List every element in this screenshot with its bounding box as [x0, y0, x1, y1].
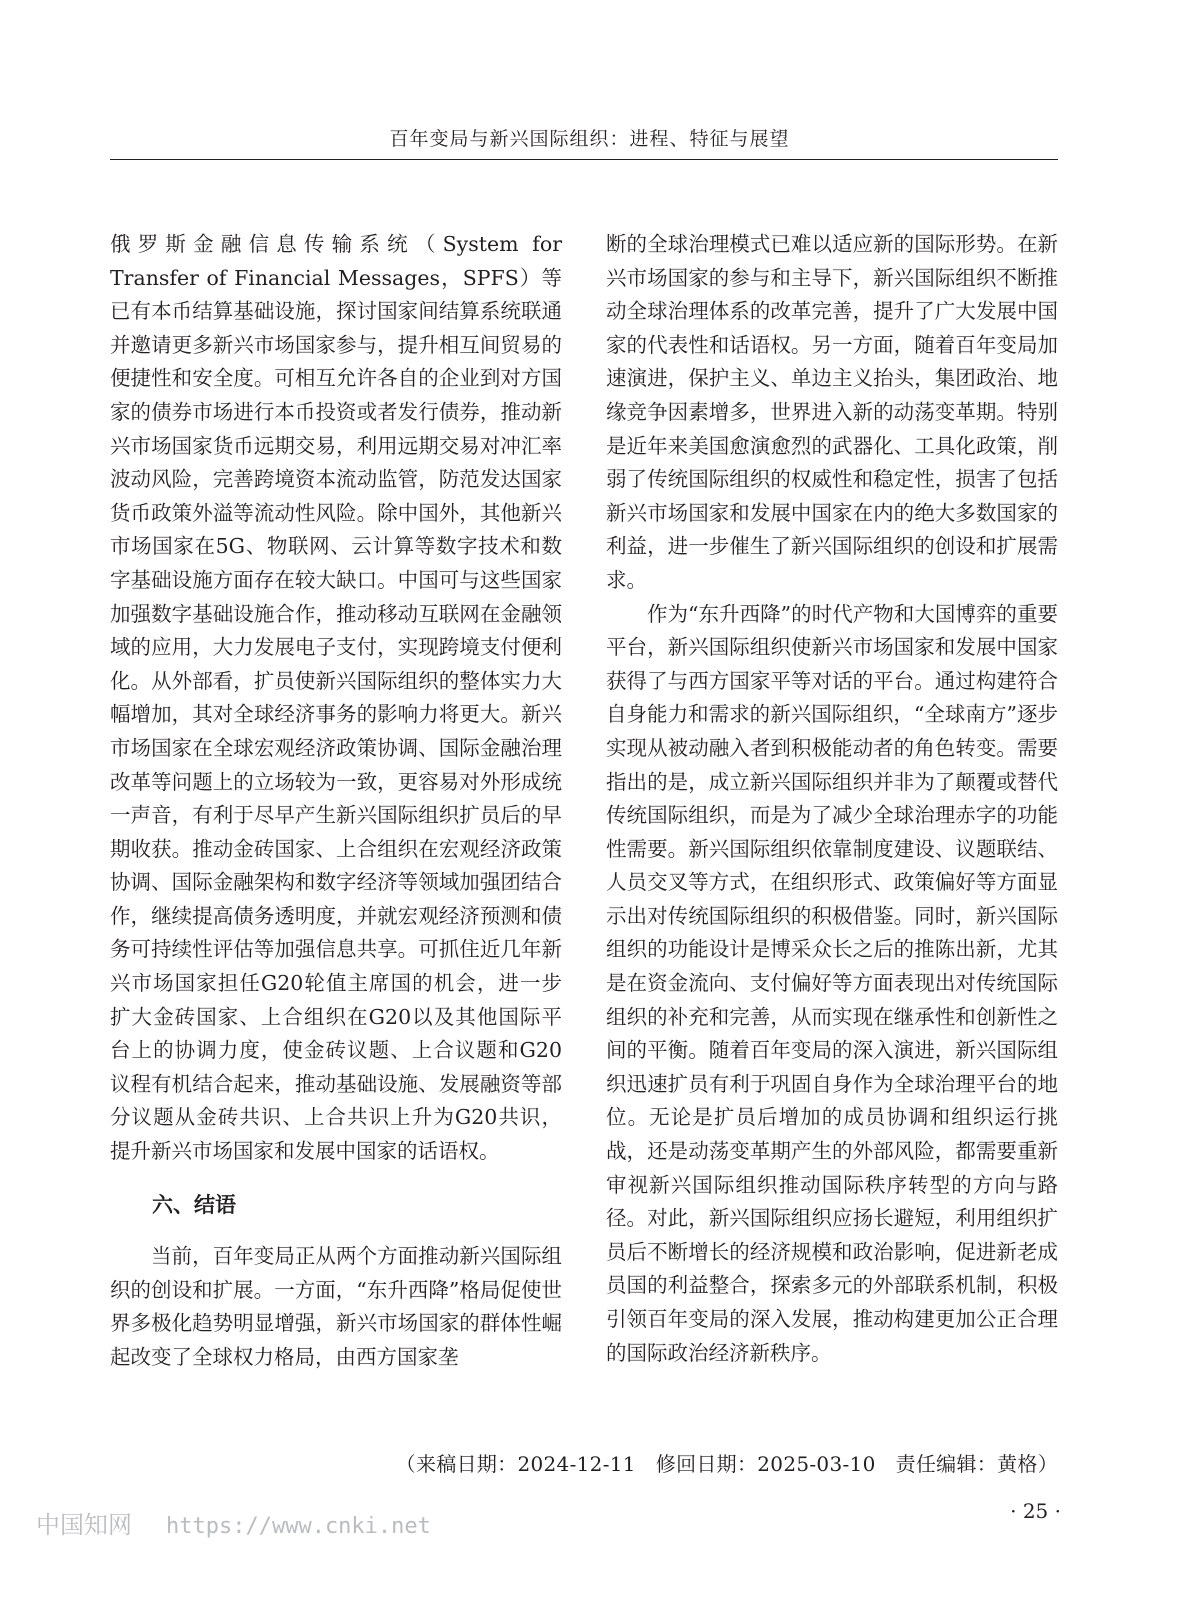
submission-note: [396, 1448, 1058, 1477]
page-number: · 25 ·: [1010, 1499, 1061, 1523]
left-column: [110, 228, 562, 1375]
left-paragraph-1: 俄罗斯金融信息传输系统（System for Transfer of Financial Messages，SPFS）等已有本币结算基础设施，探讨国家间结算系统联通并邀请更多新兴市场国家参与，提升相互间贸易的便捷性和安全度。可相互允许各自的企业到对方国家的债券市场进行本币投资或者发行债券，推动新兴市场国家货币远期交易，利用远期交易对冲汇率波动风险，完善跨境资本流动监管，防范发达国家货币政策外溢等流动性风险。除中国外，其他新兴市场国家在5G、物联网、云计算等数字技术和数字基础设施方面存在较大缺口。中国可与这些国家加强数字基础设施合作，推动移动互联网在金融领域的应用，大力发展电子支付，实现跨境支付便利化。从外部看，扩员使新兴国际组织的整体实力大幅增加，其对全球经济事务的影响力将更大。新兴市场国家在全球宏观经济政策协调、国际金融治理改革等问题上的立场较为一致，更容易对外形成统一声音，有利于尽早产生新兴国际组织扩员后的早期收获。推动金砖国家、上合组织在宏观经济政策协调、国际金融架构和数字经济等领域加强团结合作，继续提高债务透明度，并就宏观经济预测和债务可持续性评估等加强信息共享。可抓住近几年新兴市场国家担任G20轮值主席国的机会，进一步扩大金砖国家、上合组织在G20以及其他国际平台上的协调力度，使金砖议题、上合议题和G20议程有机结合起来，推动基础设施、发展融资等部分议题从金砖共识、上合共识上升为G20共识，提升新兴市场国家和发展中国家的话语权。: [110, 232, 562, 1164]
editor-name: 黄格: [997, 1452, 1038, 1476]
revised-label: 修回日期：: [655, 1452, 758, 1476]
header-divider: [110, 159, 1058, 160]
running-title: 百年变局与新兴国际组织：进程、特征与展望: [389, 128, 790, 150]
right-column: [606, 228, 1058, 1370]
cnki-watermark: [36, 1505, 431, 1540]
right-paragraph-1: 断的全球治理模式已难以适应新的国际形势。在新兴市场国家的参与和主导下，新兴国际组织不断推动全球治理体系的改革完善，提升了广大发展中国家的代表性和话语权。另一方面，随着百年变局加速演进，保护主义、单边主义抬头，集团政治、地缘竞争因素增多，世界进入新的动荡变革期。特别是近年来美国愈演愈烈的武器化、工具化政策，削弱了传统国际组织的权威性和稳定性，损害了包括新兴市场国家和发展中国家在内的绝大多数国家的利益，进一步催生了新兴国际组织的创设和扩展需求。: [606, 232, 1058, 592]
watermark-url: https://www.cnki.net: [166, 1514, 431, 1539]
section-heading-conclusion: 六、结语: [152, 1192, 236, 1217]
received-date: 2024-12-11: [517, 1452, 636, 1476]
close-paren: ）: [1037, 1452, 1058, 1476]
open-paren: （: [395, 1452, 416, 1476]
revised-date: 2025-03-10: [757, 1452, 876, 1476]
editor-label: 责任编辑：: [895, 1452, 998, 1476]
right-paragraph-2: 作为“东升西降”的时代产物和大国博弈的重要平台，新兴国际组织使新兴市场国家和发展中国家获得了与西方国家平等对话的平台。通过构建符合自身能力和需求的新兴国际组织，“全球南方”逐步实现从被动融入者到积极能动者的角色转变。需要指出的是，成立新兴国际组织并非为了颠覆或替代传统国际组织，而是为了减少全球治理赤字的功能性需要。新兴国际组织依靠制度建设、议题联结、人员交叉等方式，在组织形式、政策偏好等方面显示出对传统国际组织的积极借鉴。同时，新兴国际组织的功能设计是博采众长之后的推陈出新，尤其是在资金流向、支付偏好等方面表现出对传统国际组织的补充和完善，从而实现在继承性和创新性之间的平衡。随着百年变局的深入演进，新兴国际组织迅速扩员有利于巩固自身作为全球治理平台的地位。无论是扩员后增加的成员协调和组织运行挑战，还是动荡变革期产生的外部风险，都需要重新审视新兴国际组织推动国际秩序转型的方向与路径。对此，新兴国际组织应扬长避短，利用组织扩员后不断增长的经济规模和政治影响，促进新老成员国的利益整合，探索多元的外部联系机制，积极引领百年变局的深入发展，推动构建更加公正合理的国际政治经济新秩序。: [606, 601, 1058, 1365]
left-paragraph-2: 当前，百年变局正从两个方面推动新兴国际组织的创设和扩展。一方面，“东升西降”格局促使世界多极化趋势明显增强，新兴市场国家的群体性崛起改变了全球权力格局，由西方国家垄: [110, 1244, 562, 1369]
watermark-site-name: 中国知网: [36, 1511, 132, 1539]
received-label: 来稿日期：: [415, 1452, 518, 1476]
